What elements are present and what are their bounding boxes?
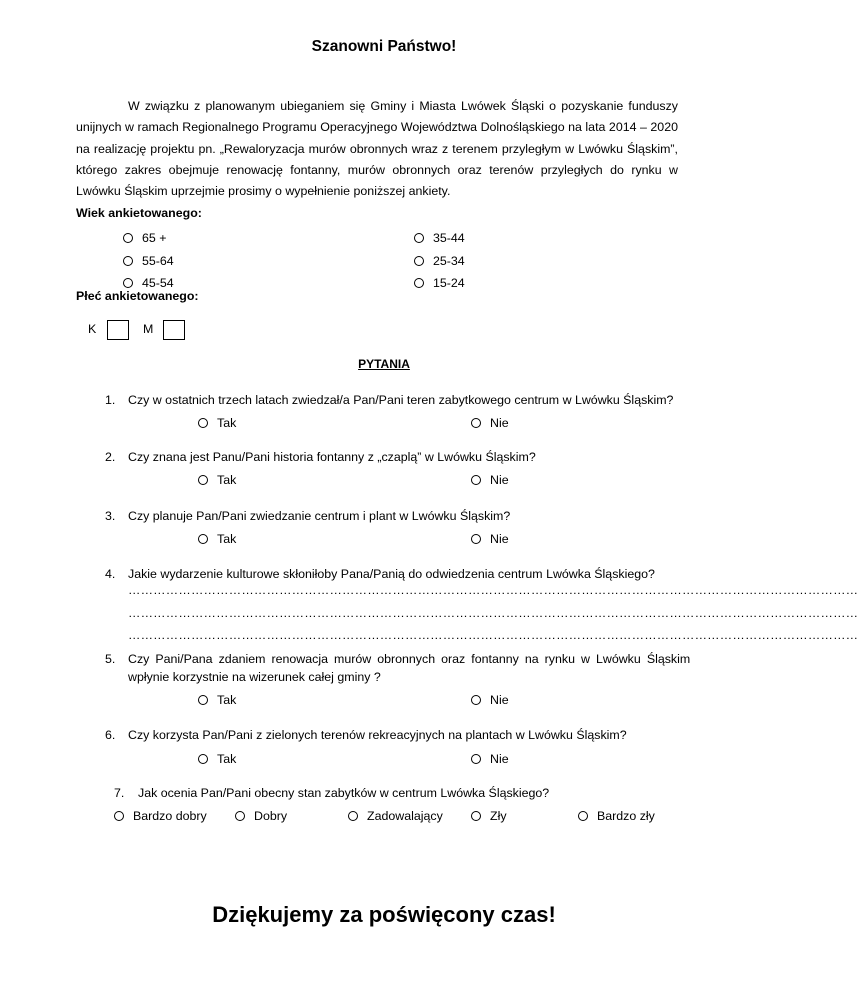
option-label: 35-44 [433,231,465,245]
option-label: Nie [490,416,509,430]
question-5-line-2: wpłynie korzystnie na wizerunek całej gminy ? [128,670,381,684]
radio-circle-icon[interactable] [198,695,208,705]
thanks-heading: Dziękujemy za poświęcony czas! [212,902,556,927]
q1-no-option[interactable] [471,416,509,430]
answer-line-3[interactable]: ………………………………………………………………………………………………………………………………………………………… [128,628,858,642]
option-label: Nie [490,532,509,546]
option-label: Tak [217,693,237,707]
q6-no-option[interactable] [471,752,509,766]
radio-circle-icon[interactable] [123,256,133,266]
radio-circle-icon[interactable] [471,418,481,428]
option-label: Nie [490,693,509,707]
option-label: 15-24 [433,276,465,290]
option-label: Tak [217,416,237,430]
page-title: Szanowni Państwo! [311,38,457,55]
option-label: Bardzo dobry [133,809,207,823]
option-label: 45-54 [142,276,174,290]
q7-option-bardzo-dobry[interactable] [114,809,207,823]
option-label: 55-64 [142,254,174,268]
radio-circle-icon[interactable] [471,754,481,764]
question-2-text: Czy znana jest Panu/Pani historia fontanny z „czaplą” w Lwówku Śląskim? [128,450,536,464]
radio-circle-icon[interactable] [414,233,424,243]
question-5-line-1-text: Czy Pani/Pana zdaniem renowacja murów obronnych oraz fontanny na rynku w Lwówku Śląskim [128,652,691,666]
question-4-number: 4. [105,567,116,581]
q3-yes-option[interactable] [198,532,236,546]
radio-circle-icon[interactable] [114,811,124,821]
q6-yes-option[interactable] [198,752,236,766]
option-label: 65 + [142,231,167,245]
question-2-number: 2. [105,450,116,464]
q2-no-option[interactable] [471,473,509,487]
age-option-35-44[interactable] [414,231,465,245]
option-label: Tak [217,532,237,546]
question-3-number: 3. [105,509,116,523]
age-option-65plus[interactable] [123,231,166,245]
radio-circle-icon[interactable] [471,811,481,821]
age-option-45-54[interactable] [123,276,174,290]
option-label: Bardzo zły [597,809,655,823]
intro-paragraph [76,96,678,202]
question-7-number: 7. [114,786,125,800]
answer-line-1[interactable]: ………………………………………………………………………………………………………………………………………………………… [128,583,858,597]
option-label: Tak [217,473,237,487]
option-label: Zadowalający [367,809,443,823]
option-label: Tak [217,752,237,766]
question-3-text: Czy planuje Pan/Pani zwiedzanie centrum i plant w Lwówku Śląskim? [128,509,511,523]
radio-circle-icon[interactable] [123,278,133,288]
radio-circle-icon[interactable] [235,811,245,821]
age-label: Wiek ankietowanego: [76,206,202,220]
question-5-number: 5. [105,652,116,666]
radio-circle-icon[interactable] [198,475,208,485]
option-label: 25-34 [433,254,465,268]
question-4-text: Jakie wydarzenie kulturowe skłoniłoby Pana/Panią do odwiedzenia centrum Lwówka Śląskiego? [128,567,655,581]
radio-circle-icon[interactable] [471,695,481,705]
question-1-number: 1. [105,393,116,407]
radio-circle-icon[interactable] [198,418,208,428]
radio-circle-icon[interactable] [414,278,424,288]
q1-yes-option[interactable] [198,416,236,430]
intro-text: W związku z planowanym ubieganiem się Gminy i Miasta Lwówek Śląski o pozyskanie funduszy unijnych w ramach Regionalnego Programu Operacyjnego Województwa Dolnośląskiego na lata 2014 – 2020 na realizację projektu pn. „Rewaloryzacja murów obronnych wraz z terenem przyległym w Lwówku Śląskim”, którego zakres obejmuje renowację fontanny, murów obronnych oraz terenów przyległych do rynku w Lwówku Śląskim uprzejmie prosimy o wypełnienie poniższej ankiety. [76,99,678,199]
radio-circle-icon[interactable] [471,475,481,485]
section-title: PYTANIA [358,357,410,371]
age-option-25-34[interactable] [414,254,465,268]
radio-circle-icon[interactable] [123,233,133,243]
question-5-line-1 [128,652,691,666]
radio-circle-icon[interactable] [198,534,208,544]
age-option-15-24[interactable] [414,276,465,290]
q7-option-bardzo-zly[interactable] [578,809,655,823]
gender-m-label: M [143,322,154,336]
question-1-text: Czy w ostatnich trzech latach zwiedzał/a Pan/Pani teren zabytkowego centrum w Lwówku Śląskim? [128,393,674,407]
radio-circle-icon[interactable] [348,811,358,821]
age-option-55-64[interactable] [123,254,174,268]
q7-option-zly[interactable] [471,809,507,823]
option-label: Nie [490,473,509,487]
gender-label: Płeć ankietowanego: [76,289,199,303]
radio-circle-icon[interactable] [471,534,481,544]
question-6-text: Czy korzysta Pan/Pani z zielonych terenów rekreacyjnych na plantach w Lwówku Śląskim? [128,728,627,742]
q3-no-option[interactable] [471,532,509,546]
option-label: Dobry [254,809,288,823]
q5-yes-option[interactable] [198,693,236,707]
option-label: Zły [490,809,507,823]
option-label: Nie [490,752,509,766]
radio-circle-icon[interactable] [578,811,588,821]
q7-option-zadowalajacy[interactable] [348,809,443,823]
gender-k-checkbox[interactable] [107,320,129,340]
radio-circle-icon[interactable] [198,754,208,764]
q7-option-dobry[interactable] [235,809,287,823]
answer-line-2[interactable]: ………………………………………………………………………………………………………………………………………………………… [128,606,858,620]
question-6-number: 6. [105,728,116,742]
q2-yes-option[interactable] [198,473,236,487]
gender-k-label: K [88,322,97,336]
gender-m-checkbox[interactable] [163,320,185,340]
q5-no-option[interactable] [471,693,509,707]
question-7-text: Jak ocenia Pan/Pani obecny stan zabytków w centrum Lwówka Śląskiego? [138,786,550,800]
radio-circle-icon[interactable] [414,256,424,266]
